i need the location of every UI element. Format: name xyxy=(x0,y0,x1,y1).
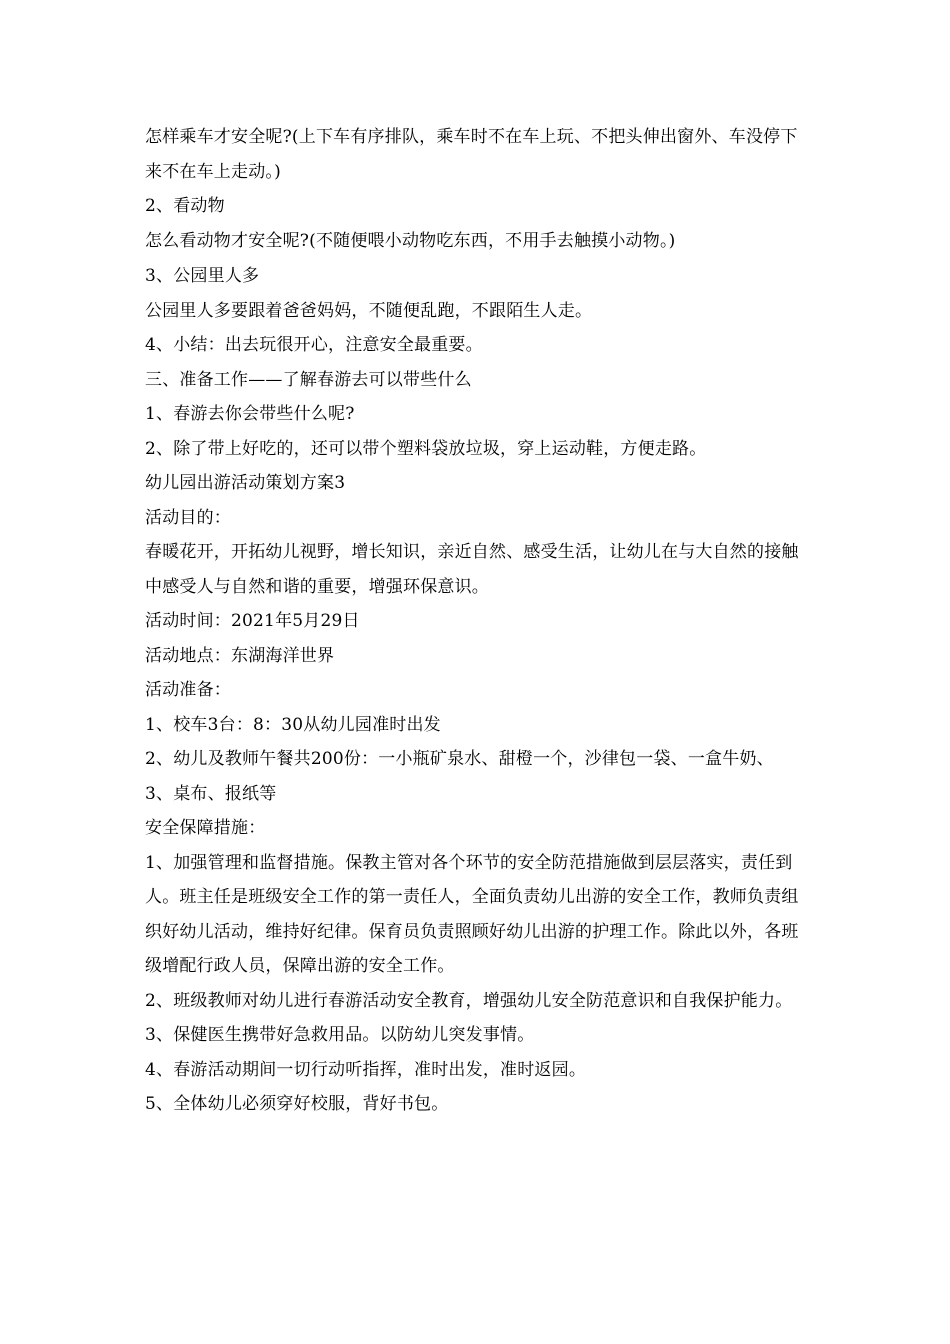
paragraph-ride-bus-question: 怎样乘车才安全呢?(上下车有序排队，乘车时不在车上玩、不把头伸出窗外、车没停下来不在车上走动。) xyxy=(145,127,798,182)
list-item-crowd: 3、公园里人多 xyxy=(145,265,260,286)
safety-label: 安全保障措施： xyxy=(145,818,266,838)
list-item-safety-1: 1、加强管理和监督措施。保教主管对各个环节的安全防范措施做到层层落实，责任到人。班主任是班级安全工作的第一责任人，全面负责幼儿出游的安全工作，教师负责组织好幼儿活动，维持好纪律。保育员负责照顾好幼儿出游的护理工作。除此以外，各班级增配行政人员，保障出游的安全工作。 xyxy=(145,852,799,976)
goal-label: 活动目的： xyxy=(145,507,231,528)
list-item-safety-4: 4、春游活动期间一切行动听指挥，准时出发，准时返园。 xyxy=(145,1059,587,1080)
section-heading-preparation: 三、准备工作——了解春游去可以带些什么 xyxy=(145,369,472,390)
list-item-summary: 4、小结：出去玩很开心，注意安全最重要。 xyxy=(145,335,483,355)
plan-3-title: 幼儿园出游活动策划方案3 xyxy=(145,473,346,493)
list-item-safety-5: 5、全体幼儿必须穿好校服，背好书包。 xyxy=(145,1094,449,1114)
list-item-safety-3: 3、保健医生携带好急救用品。以防幼儿突发事情。 xyxy=(145,1025,535,1045)
activity-place: 活动地点：东湖海洋世界 xyxy=(145,645,335,666)
paragraph-animals-question: 怎么看动物才安全呢?(不随便喂小动物吃东西，不用手去触摸小动物。) xyxy=(145,231,676,251)
goal-text: 春暖花开，开拓幼儿视野，增长知识，亲近自然、感受生活，让幼儿在与大自然的接触中感受人与自然和谐的重要，增强环保意识。 xyxy=(145,542,799,597)
document-body xyxy=(145,120,810,1122)
list-item-animals: 2、看动物 xyxy=(145,196,225,216)
list-item-prep-answer: 2、除了带上好吃的，还可以带个塑料袋放垃圾，穿上运动鞋，方便走路。 xyxy=(145,438,707,459)
list-item-lunch: 2、幼儿及教师午餐共200份：一小瓶矿泉水、甜橙一个，沙律包一袋、一盒牛奶、 xyxy=(145,749,774,769)
list-item-prep-question: 1、春游去你会带些什么呢? xyxy=(145,404,355,424)
list-item-safety-2: 2、班级教师对幼儿进行春游活动安全教育，增强幼儿安全防范意识和自我保护能力。 xyxy=(145,990,793,1011)
list-item-cloth: 3、桌布、报纸等 xyxy=(145,783,277,804)
paragraph-crowd-advice: 公园里人多要跟着爸爸妈妈，不随便乱跑，不跟陌生人走。 xyxy=(145,300,593,321)
list-item-bus: 1、校车3台：8：30从幼儿园准时出发 xyxy=(145,714,441,735)
preparation-label: 活动准备： xyxy=(145,680,231,700)
activity-time: 活动时间：2021年5月29日 xyxy=(145,611,360,631)
